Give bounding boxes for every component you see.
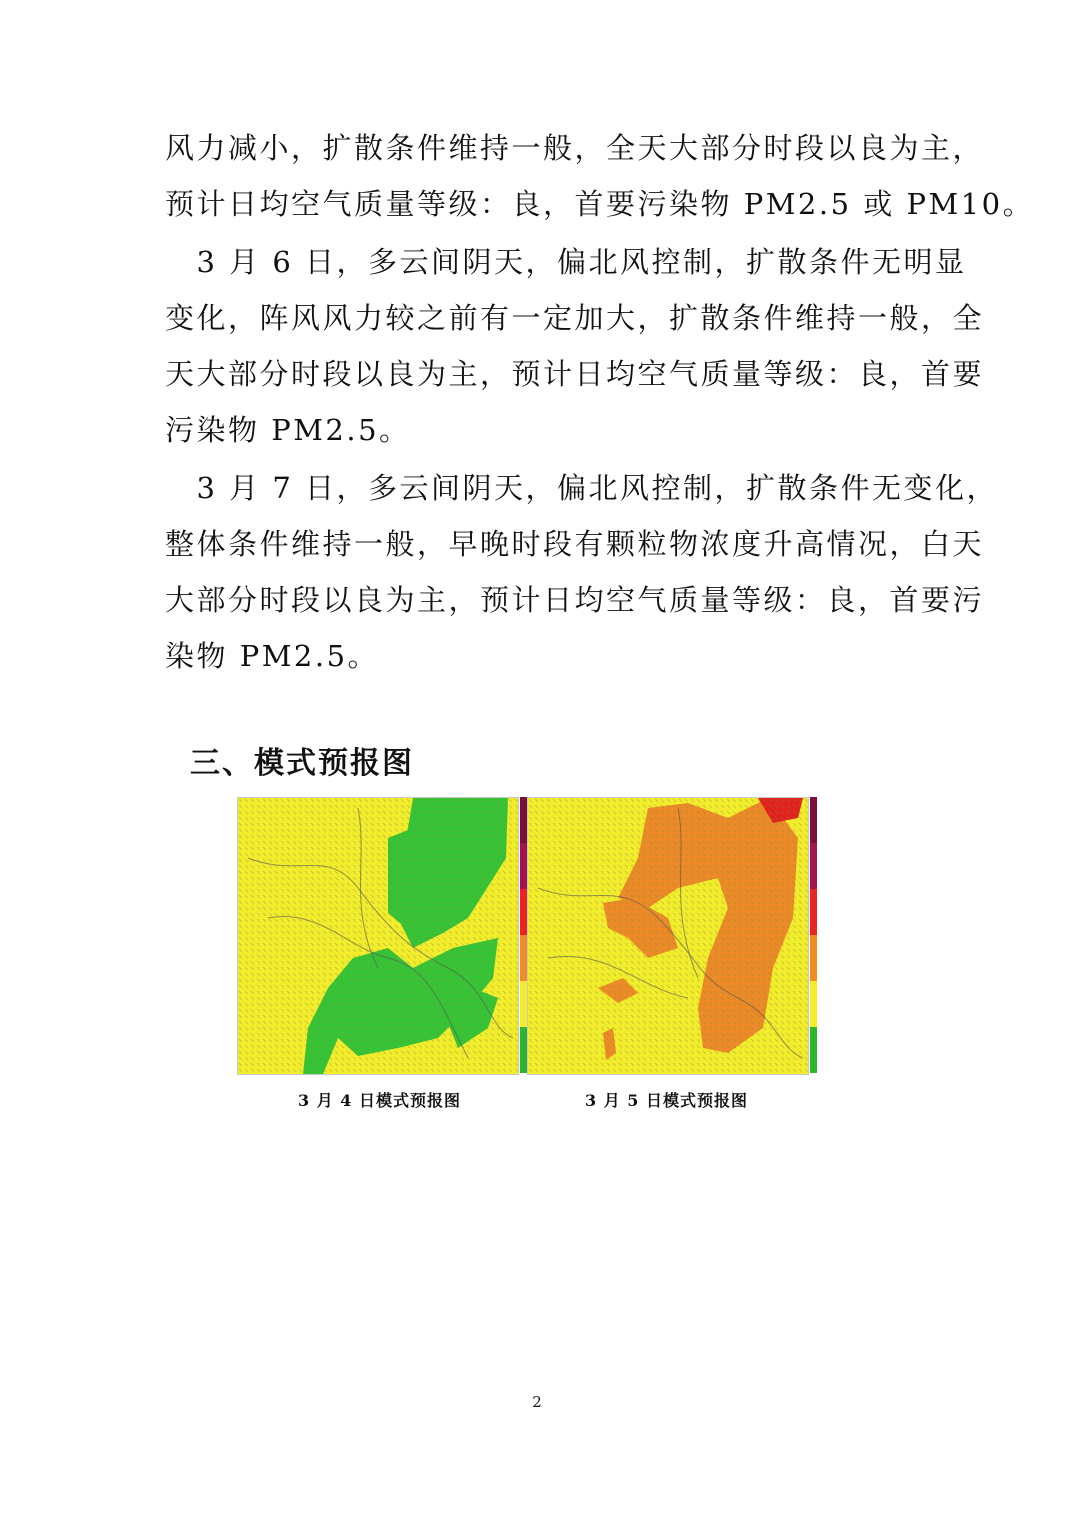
paragraph-line: 污染物 PM2.5。 bbox=[165, 413, 411, 447]
legend-swatch bbox=[810, 935, 817, 981]
legend-swatch bbox=[810, 1027, 817, 1073]
forecast-map-mar4 bbox=[237, 797, 519, 1075]
color-legend-2 bbox=[810, 797, 817, 1073]
paragraph-1 bbox=[165, 120, 1035, 232]
legend-swatch bbox=[520, 889, 527, 935]
paragraph-line: 染物 PM2.5。 bbox=[165, 639, 380, 673]
figure-caption-1: 3 月 4 日模式预报图 bbox=[298, 1091, 461, 1110]
legend-swatch bbox=[810, 843, 817, 889]
legend-swatch bbox=[810, 889, 817, 935]
paragraph-line: 3 月 7 日，多云间阴天，偏北风控制，扩散条件无变化， bbox=[165, 471, 999, 505]
paragraph-line: 变化，阵风风力较之前有一定加大，扩散条件维持一般，全 bbox=[165, 301, 985, 335]
legend-swatch bbox=[520, 1027, 527, 1073]
legend-swatch bbox=[810, 797, 817, 843]
paragraph-line: 整体条件维持一般，早晚时段有颗粒物浓度升高情况，白天 bbox=[165, 527, 985, 561]
forecast-map-figure-1 bbox=[237, 797, 527, 1075]
paragraph-line: 3 月 6 日，多云间阴天，偏北风控制，扩散条件无明显 bbox=[165, 245, 967, 279]
color-legend-1 bbox=[520, 797, 527, 1073]
legend-swatch bbox=[520, 981, 527, 1027]
section-heading: 三、模式预报图 bbox=[190, 746, 414, 781]
paragraph-line: 大部分时段以良为主，预计日均空气质量等级：良，首要污 bbox=[165, 583, 985, 617]
forecast-map-figure-2 bbox=[527, 797, 817, 1075]
legend-swatch bbox=[520, 797, 527, 843]
legend-swatch bbox=[520, 843, 527, 889]
paragraph-line: 风力减小，扩散条件维持一般，全天大部分时段以良为主， bbox=[165, 131, 985, 165]
map-graphic bbox=[238, 798, 518, 1074]
legend-swatch bbox=[810, 981, 817, 1027]
page-number: 2 bbox=[532, 1393, 542, 1411]
forecast-map-mar5 bbox=[527, 797, 809, 1075]
legend-swatch bbox=[520, 935, 527, 981]
map-graphic bbox=[528, 798, 808, 1074]
paragraph-3 bbox=[165, 460, 999, 684]
paragraph-line: 天大部分时段以良为主，预计日均空气质量等级：良，首要 bbox=[165, 357, 985, 391]
paragraph-line: 预计日均空气质量等级：良，首要污染物 PM2.5 或 PM10。 bbox=[165, 187, 1035, 221]
paragraph-2 bbox=[165, 234, 985, 458]
figure-caption-2: 3 月 5 日模式预报图 bbox=[585, 1091, 748, 1110]
